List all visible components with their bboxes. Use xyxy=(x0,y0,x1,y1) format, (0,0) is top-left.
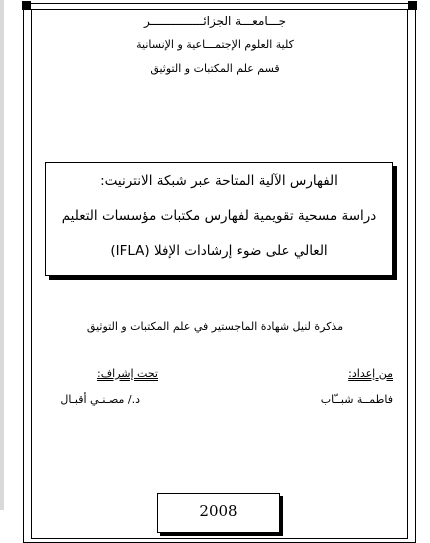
university-name: جـــامعـــة الجزائـــــــــــــــر xyxy=(143,14,287,28)
thesis-title-box xyxy=(45,162,393,276)
faculty-name: كلية العلوم الإجتمـــاعية و الإنسانية xyxy=(136,38,294,51)
prepared-by-label: من إعداد: xyxy=(348,367,393,380)
author-name: فاطمــة شبــّاب xyxy=(320,393,393,406)
page-edge xyxy=(0,0,4,510)
year-box: 2008 xyxy=(157,493,280,533)
border-corner-ornament xyxy=(408,1,417,10)
thesis-title-line-1: الفهارس الآلية المتاحة عبر شبكة الانترنيت: xyxy=(100,173,338,189)
supervisor-name: د./ مصـنـي أقبـال xyxy=(60,393,140,406)
border-corner-ornament xyxy=(22,1,31,10)
thesis-degree-note: مذكرة لنيل شهادة الماجستير في علم المكتبات و التوثيق xyxy=(86,320,344,333)
thesis-title-line-3: العالي على ضوء إرشادات الإفلا (IFLA) xyxy=(110,243,328,259)
thesis-title-line-2: دراسة مسحية تقويمية لفهارس مكتبات مؤسسات التعليم xyxy=(61,208,377,224)
department-name: قسم علم المكتبات و التوثيق xyxy=(150,62,280,75)
supervised-by-label: تحت إشراف: xyxy=(97,367,158,380)
